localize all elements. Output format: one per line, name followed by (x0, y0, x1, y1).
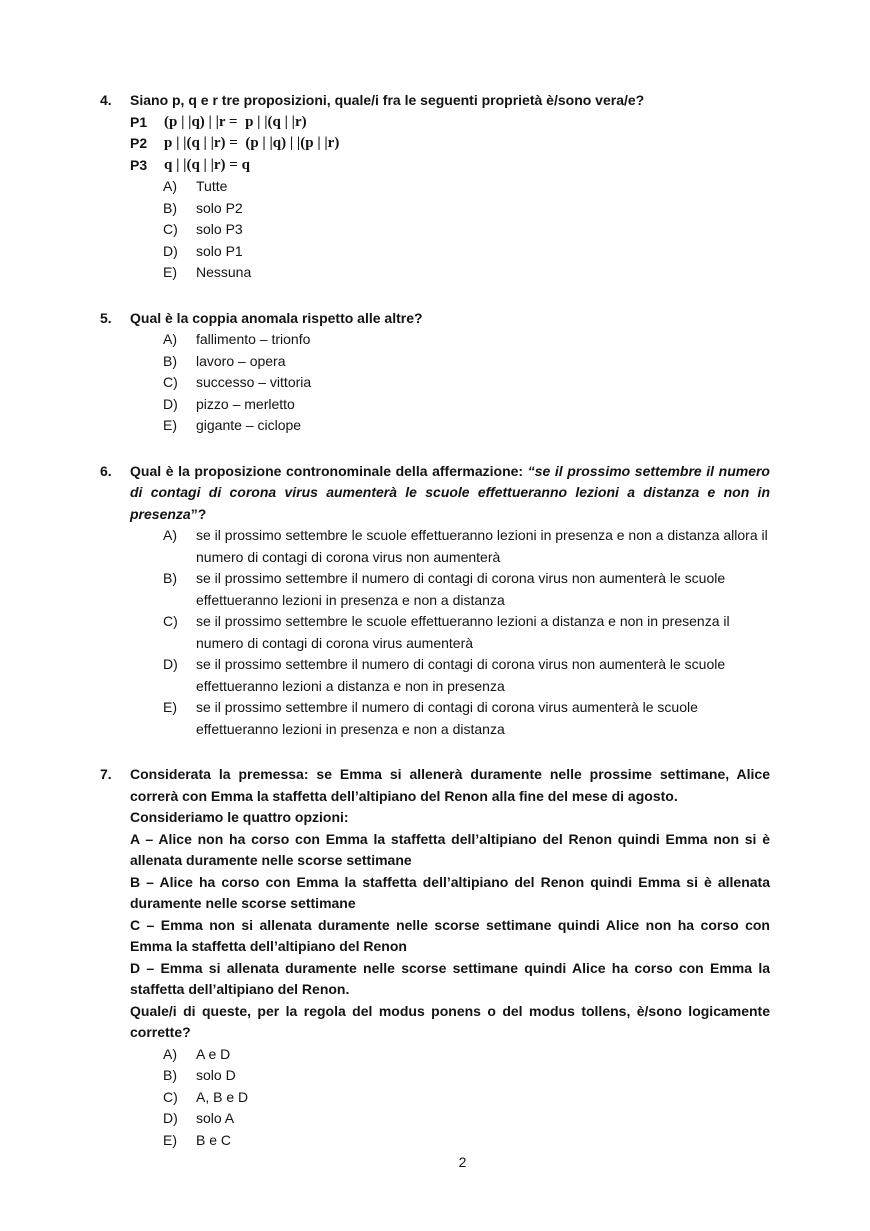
option-row (163, 611, 770, 654)
option-letter: D) (163, 242, 178, 259)
option-row (163, 176, 770, 198)
option-row (163, 568, 770, 611)
question-7-body (130, 807, 770, 1044)
option-row (163, 329, 770, 351)
proposition-formula: q | |(q | |r) = q (164, 156, 250, 173)
option-letter: B) (163, 570, 177, 586)
option-text: gigante – ciclope (196, 417, 302, 433)
option-text: fallimento – trionfo (196, 331, 311, 347)
question-paragraph: Consideriamo le quattro opzioni: (130, 809, 349, 825)
option-text: se il prossimo settembre il numero di contagi di corona virus non aumenterà le scuole effettueranno lezioni a distanza e non in presenza (196, 656, 726, 694)
question-5 (100, 308, 770, 437)
option-text: solo A (196, 1110, 235, 1126)
proposition-label: P2 (130, 135, 148, 151)
question-6-options (163, 525, 770, 740)
option-text: se il prossimo settembre il numero di contagi di corona virus non aumenterà le scuole effettueranno lezioni in presenza e non a distanza (196, 570, 726, 608)
question-text-suffix: ”? (190, 505, 207, 522)
option-text: solo P3 (196, 221, 243, 237)
option-letter: E) (163, 699, 177, 715)
question-text: Siano p, q e r tre proposizioni, quale/i fra le seguenti proprietà è/sono vera/e? (130, 92, 645, 108)
question-number: 5. (100, 309, 112, 326)
option-letter: A) (163, 527, 177, 543)
option-row (163, 1087, 770, 1109)
option-text: solo D (196, 1067, 236, 1083)
option-row (163, 351, 770, 373)
question-5-options (163, 329, 770, 437)
question-text-quote: “se il prossimo settembre il numero di contagi di corona virus aumenterà le scuole effettueranno lezioni a distanza e non in presenza (130, 462, 770, 522)
option-row (163, 1044, 770, 1066)
option-text: se il prossimo settembre le scuole effettueranno lezioni in presenza e non a distanza allora il numero di contagi di corona virus non aumenterà (196, 527, 768, 565)
option-letter: E) (163, 417, 177, 433)
option-letter: C) (163, 1088, 178, 1105)
option-letter: D) (163, 656, 178, 672)
option-text: solo P2 (196, 199, 243, 216)
question-intro: Considerata la premessa: se Emma si allenerà duramente nelle prossime settimane, Alice correrà con Emma la staffetta dell’altipiano del Renon alla fine del mese di agosto. (130, 766, 770, 804)
option-text: A, B e D (196, 1088, 249, 1105)
question-text-plain: Qual è la proposizione contronominale della affermazione: (130, 462, 528, 479)
option-row (163, 1065, 770, 1087)
proposition-formula: p | |(q | |r) = (p | |q) | |(p | |r) (164, 135, 340, 151)
option-letter: A) (163, 178, 177, 194)
option-text: se il prossimo settembre il numero di contagi di corona virus aumenterà le scuole effettueranno lezioni in presenza e non a distanza (196, 699, 698, 737)
option-letter: B) (163, 1067, 177, 1083)
question-statement: D – Emma si allenata duramente nelle scorse settimane quindi Alice ha corso con Emma la staffetta dell’altipiano del Renon. (130, 959, 770, 997)
option-row (163, 262, 770, 284)
option-text: lavoro – opera (196, 352, 286, 369)
question-text: Qual è la coppia anomala rispetto alle altre? (130, 309, 423, 326)
question-statement: C – Emma non si allenata duramente nelle scorse settimane quindi Alice non ha corso con Emma la staffetta dell’altipiano del Renon (130, 916, 770, 954)
option-letter: B) (163, 352, 177, 369)
option-letter: C) (163, 374, 178, 390)
option-row (163, 697, 770, 740)
proposition-formula: (p | |q) | |r = p | |(q | |r) (164, 113, 307, 130)
option-row (163, 654, 770, 697)
question-5-header-row (100, 308, 770, 330)
question-statement: B – Alice ha corso con Emma la staffetta dell’altipiano del Renon quindi Emma si è allenata duramente nelle scorse settimane (130, 873, 770, 911)
option-row (163, 1108, 770, 1130)
question-7 (100, 764, 770, 1151)
option-letter: E) (163, 1131, 177, 1148)
option-text: Nessuna (196, 264, 252, 280)
option-row (163, 394, 770, 416)
option-row (163, 525, 770, 568)
question-4-options (163, 176, 770, 284)
option-text: successo – vittoria (196, 374, 312, 390)
option-letter: C) (163, 221, 178, 237)
question-number: 4. (100, 92, 112, 108)
option-letter: D) (163, 1110, 178, 1126)
page-number: 2 (458, 1154, 467, 1170)
question-number: 7. (100, 766, 112, 782)
option-text: B e C (196, 1131, 232, 1148)
option-row (163, 198, 770, 220)
option-row (163, 372, 770, 394)
option-row (163, 241, 770, 263)
proposition-row (130, 112, 770, 134)
proposition-row (130, 155, 770, 177)
option-letter: E) (163, 264, 177, 280)
question-7-options (163, 1044, 770, 1152)
option-letter: A) (163, 1045, 177, 1062)
option-text: Tutte (196, 178, 228, 194)
option-letter: D) (163, 395, 178, 412)
option-row (163, 219, 770, 241)
option-text: solo P1 (196, 242, 243, 259)
proposition-label: P3 (130, 156, 148, 173)
option-row (163, 1130, 770, 1152)
question-text (130, 461, 770, 526)
question-4-propositions (130, 112, 770, 177)
option-text: pizzo – merletto (196, 395, 295, 412)
question-statement: A – Alice non ha corso con Emma la staffetta dell’altipiano del Renon quindi Emma non si è allenata duramente nelle scorse settimane (130, 830, 770, 868)
question-4 (100, 90, 770, 284)
question-4-header-row (100, 90, 770, 112)
question-paragraph: Quale/i di queste, per la regola del modus ponens o del modus tollens, è/sono logicamente corrette? (130, 1002, 770, 1040)
question-7-header-row (100, 764, 770, 807)
option-letter: C) (163, 613, 178, 629)
page-content (100, 90, 770, 1175)
proposition-label: P1 (130, 113, 148, 130)
question-6 (100, 461, 770, 741)
option-text: se il prossimo settembre le scuole effettueranno lezioni a distanza e non in presenza il numero di contagi di corona virus aumenterà (196, 613, 730, 651)
option-letter: B) (163, 199, 177, 216)
question-6-header-row (100, 461, 770, 526)
question-number: 6. (100, 462, 112, 479)
option-text: A e D (196, 1045, 231, 1062)
proposition-row (130, 133, 770, 155)
option-row (163, 415, 770, 437)
option-letter: A) (163, 331, 177, 347)
